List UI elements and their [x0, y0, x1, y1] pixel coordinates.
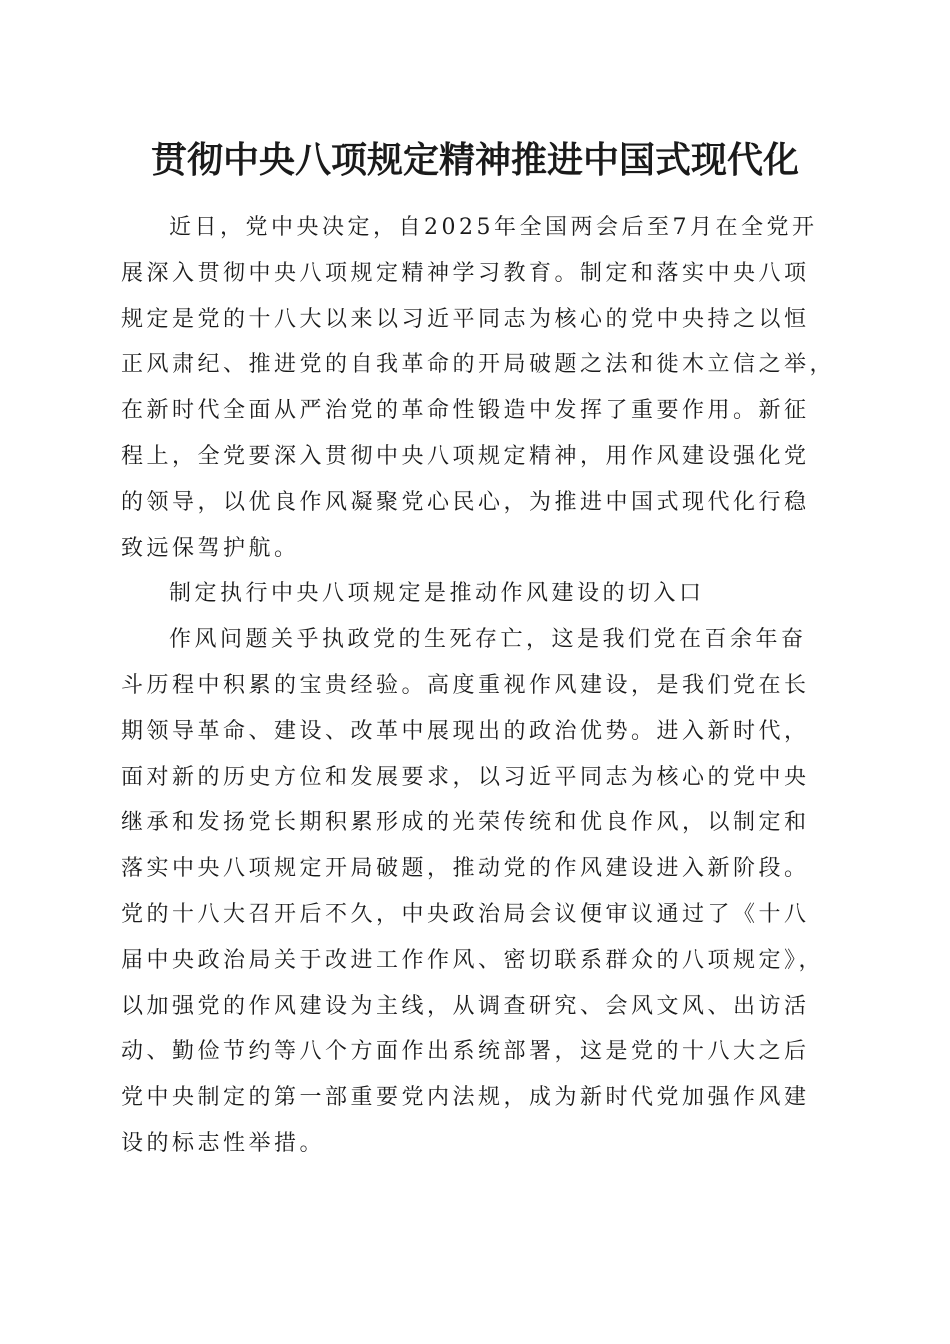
paragraph-3-line-8: 届中央政治局关于改进工作作风、密切联系群众的八项规定》， — [121, 947, 825, 973]
paragraph-3-line-11: 党中央制定的第一部重要党内法规，成为新时代党加强作风建 — [121, 1085, 810, 1111]
paragraph-3-line-1: 作风问题关乎执政党的生死存亡，这是我们党在百余年奋 — [169, 627, 807, 653]
paragraph-3-line-9: 以加强党的作风建设为主线，从调查研究、会风文风、出访活 — [121, 993, 810, 1019]
paragraph-1-line-2: 展深入贯彻中央八项规定精神学习教育。制定和落实中央八项 — [121, 260, 810, 286]
paragraph-3-line-6: 落实中央八项规定开局破题，推动党的作风建设进入新阶段。 — [121, 856, 810, 882]
paragraph-3-line-12: 设的标志性举措。 — [121, 1130, 326, 1156]
paragraph-3-line-4: 面对新的历史方位和发展要求，以习近平同志为核心的党中央 — [121, 764, 810, 790]
paragraph-3-line-5: 继承和发扬党长期积累形成的光荣传统和优良作风，以制定和 — [121, 810, 810, 836]
paragraph-1-line-4: 正风肃纪、推进党的自我革命的开局破题之法和徙木立信之举， — [121, 352, 836, 378]
paragraph-1-line-8: 致远保驾护航。 — [121, 535, 300, 561]
paragraph-3-line-10: 动、勤俭节约等八个方面作出系统部署，这是党的十八大之后 — [121, 1039, 810, 1065]
paragraph-1-line-5: 在新时代全面从严治党的革命性锻造中发挥了重要作用。新征 — [121, 398, 810, 424]
paragraph-1-line-1: 近日，党中央决定，自2025年全国两会后至7月在全党开 — [169, 215, 818, 240]
paragraph-3-line-2: 斗历程中积累的宝贵经验。高度重视作风建设，是我们党在长 — [121, 672, 810, 698]
document-body — [121, 205, 841, 1167]
paragraph-1-line-6: 程上，全党要深入贯彻中央八项规定精神，用作风建设强化党 — [121, 443, 810, 469]
section-heading: 制定执行中央八项规定是推动作风建设的切入口 — [169, 581, 705, 607]
paragraph-3-line-7: 党的十八大召开后不久，中央政治局会议便审议通过了《十八 — [121, 901, 810, 927]
document-title: 贯彻中央八项规定精神推进中国式现代化 — [150, 139, 799, 181]
paragraph-3-line-3: 期领导革命、建设、改革中展现出的政治优势。进入新时代， — [121, 718, 810, 744]
paragraph-1-line-7: 的领导，以优良作风凝聚党心民心，为推进中国式现代化行稳 — [121, 489, 810, 515]
paragraph-1-line-3: 规定是党的十八大以来以习近平同志为核心的党中央持之以恒 — [121, 306, 810, 332]
